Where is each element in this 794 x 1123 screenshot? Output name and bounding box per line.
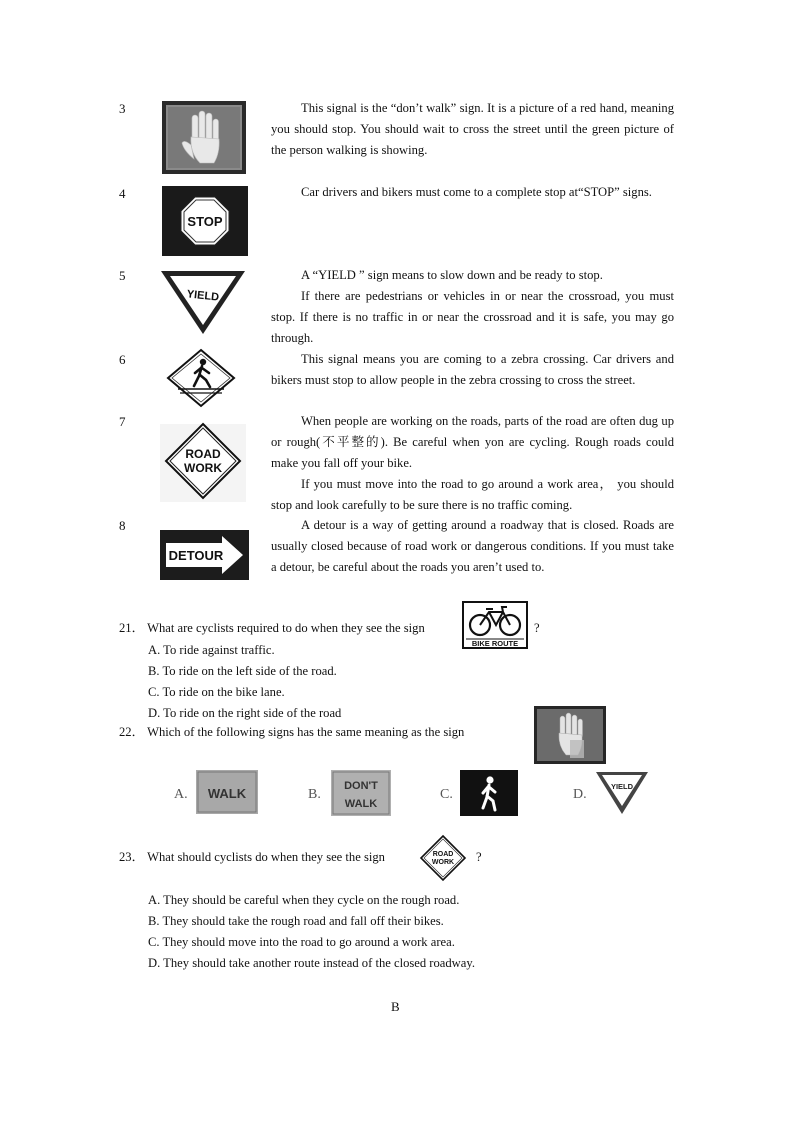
choice-b-letter: B. xyxy=(308,787,321,802)
dont-walk-hand-sign-image xyxy=(162,101,246,174)
walking-person-sign-image xyxy=(460,770,518,816)
question-23-mark: ? xyxy=(476,850,482,864)
bike-route-sign-image xyxy=(462,601,528,649)
choice-c-letter: C. xyxy=(440,787,453,802)
sign-5-paragraph-2: If there are pedestrians or vehicles in or near the crossroad, you must stop. If there is no traffic in or near the crossroad and it is safe, you may go through. xyxy=(271,289,674,345)
road-work-sign-line1: ROAD xyxy=(185,447,221,461)
question-23-option-c: C. They should move into the road to go around a work area. xyxy=(148,935,455,949)
section-letter: B xyxy=(391,999,400,1014)
small-road-work-sign-image xyxy=(419,834,467,882)
small-yield-sign-image xyxy=(594,770,650,816)
sign-8-description xyxy=(271,515,674,578)
question-21-option-c: C. To ride on the bike lane. xyxy=(148,685,285,699)
sign-7-paragraph-2: If you must move into the road to go around a work area， you should stop and look carefully to be sure there is no traffic coming. xyxy=(271,477,674,512)
sign-7-paragraph-1: When people are working on the roads, parts of the road are often dug up or rough(不平整的). Be careful when yon are cycling. Rough roads could make you fall off your bike. xyxy=(271,414,674,470)
hand-sign-image xyxy=(534,706,606,764)
dont-walk-sign-line2: WALK xyxy=(344,798,378,810)
item-number-7: 7 xyxy=(119,414,126,429)
road-work-sign-line2: WORK xyxy=(184,461,222,475)
walk-sign-image xyxy=(196,770,258,814)
yield-sign-image xyxy=(158,268,248,338)
bike-route-sign-text: BIKE ROUTE xyxy=(471,639,519,648)
small-road-work-line1: ROAD xyxy=(432,851,454,858)
question-21-option-d: D. To ride on the right side of the road xyxy=(148,706,342,720)
question-23-option-a: A. They should be careful when they cycle on the rough road. xyxy=(148,893,460,907)
yield-sign-text: YIELD xyxy=(186,288,220,304)
sign-3-paragraph: This signal is the “don’t walk” sign. It is a picture of a red hand, meaning you should stop. You should wait to cross the street until the green picture of the person walking is showing. xyxy=(271,101,674,157)
item-number-5: 5 xyxy=(119,268,126,283)
dont-walk-sign-image xyxy=(331,770,391,816)
dont-walk-sign-line1: DON'T xyxy=(344,780,378,792)
sign-4-paragraph: Car drivers and bikers must come to a complete stop at“STOP” signs. xyxy=(301,185,652,199)
question-21-stem: 21． What are cyclists required to do when they see the sign xyxy=(119,621,425,635)
question-22-choices xyxy=(174,770,694,820)
item-number-8: 8 xyxy=(119,518,126,533)
choice-d-letter: D. xyxy=(573,787,587,802)
question-21-option-a: A. To ride against traffic. xyxy=(148,643,275,657)
small-yield-sign-text: YIELD xyxy=(610,782,634,791)
sign-6-paragraph: This signal means you are coming to a zebra crossing. Car drivers and bikers must stop to allow people in the zebra crossing to cross the street. xyxy=(271,352,674,387)
question-23-options xyxy=(148,890,475,974)
sign-5-description xyxy=(271,265,674,349)
sign-3-description xyxy=(271,98,674,161)
item-number-6: 6 xyxy=(119,352,126,367)
question-23-option-d: D. They should take another route instead of the closed roadway. xyxy=(148,956,475,970)
small-road-work-line2: WORK xyxy=(431,859,455,866)
sign-8-paragraph: A detour is a way of getting around a roadway that is closed. Roads are usually closed because of road work or dangerous conditions. If you must take a detour, be careful about the roads you aren’t used to. xyxy=(271,518,674,574)
question-21-option-b: B. To ride on the left side of the road. xyxy=(148,664,337,678)
item-number-3: 3 xyxy=(119,101,126,116)
sign-7-description xyxy=(271,411,674,516)
sign-6-description xyxy=(271,349,674,391)
question-23-stem: 23． What should cyclists do when they see the sign xyxy=(119,850,385,864)
item-number-4: 4 xyxy=(119,186,126,201)
sign-4-description xyxy=(271,182,674,203)
detour-sign-image xyxy=(160,530,249,580)
question-21-options xyxy=(148,640,341,724)
sign-5-paragraph-1: A “YIELD ” sign means to slow down and be ready to stop. xyxy=(301,268,603,282)
question-23-option-b: B. They should take the rough road and fall off their bikes. xyxy=(148,914,444,928)
detour-sign-text: DETOUR xyxy=(168,548,224,563)
stop-sign-text: STOP xyxy=(187,214,223,229)
stop-sign-image xyxy=(162,186,248,256)
walk-sign-text: WALK xyxy=(207,786,247,801)
road-work-sign-image xyxy=(158,414,248,504)
choice-a-letter: A. xyxy=(174,787,188,802)
question-22-stem: 22． Which of the following signs has the same meaning as the sign xyxy=(119,725,465,739)
question-21-mark: ? xyxy=(534,621,540,635)
pedestrian-crossing-sign-image xyxy=(166,348,236,408)
